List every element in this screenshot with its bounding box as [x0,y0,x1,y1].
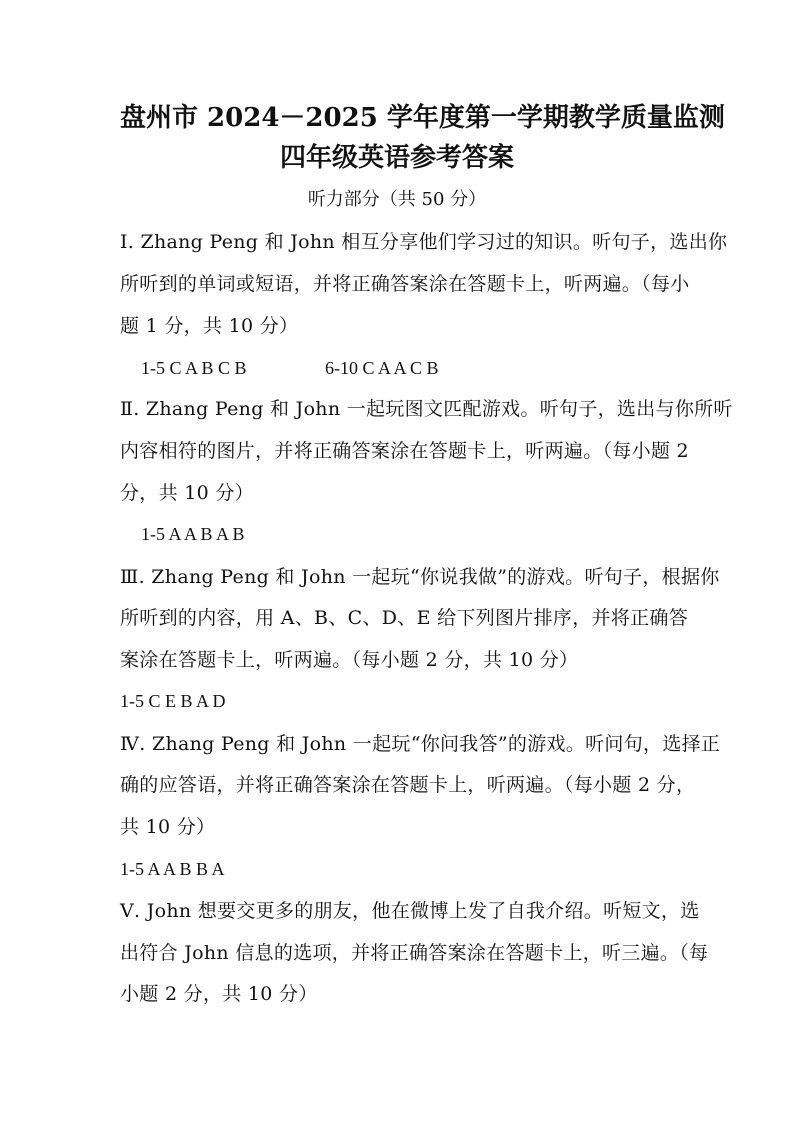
section-5-instruction-line: 出符合 John 信息的选项，并将正确答案涂在答题卡上，听三遍。（每 [120,942,709,964]
section-2-instruction-line: Ⅱ. Zhang Peng 和 John 一起玩图文匹配游戏。听句子，选出与你所听 [120,398,733,420]
section-5-instruction-line: Ⅴ. John 想要交更多的朋友，他在微博上发了自我介绍。听短文，选 [120,900,700,922]
section-1-answers-6-10: 6-10 C A A C B [325,358,439,378]
section-4-instruction-line: 确的应答语，并将正确答案涂在答题卡上，听两遍。（每小题 2 分， [120,774,696,796]
section-4-answers-1-5: 1-5 A A B B A [120,859,225,879]
section-3-instruction-line: 所听到的内容，用 A、B、C、D、E 给下列图片排序，并将正确答 [120,607,689,629]
section-4-instruction-line: Ⅳ. Zhang Peng 和 John 一起玩“你问我答”的游戏。听问句，选择正 [120,733,721,755]
section-heading-listening: 听力部分（共 50 分） [307,189,487,210]
section-4-instruction-line: 共 10 分） [120,816,216,838]
section-2-instruction-line: 内容相符的图片，并将正确答案涂在答题卡上，听两遍。（每小题 2 [120,440,689,462]
section-2-answers-1-5: 1-5 A A B A B [141,524,245,544]
section-1-instruction-line: 所听到的单词或短语，并将正确答案涂在答题卡上，听两遍。（每小 [120,273,690,295]
section-3-instruction-line: Ⅲ. Zhang Peng 和 John 一起玩“你说我做”的游戏。听句子，根据你 [120,566,720,588]
section-1-answers-1-5: 1-5 C A B C B [141,358,247,378]
section-1-instruction-line: 题 1 分，共 10 分） [120,315,299,337]
section-5-instruction-line: 小题 2 分，共 10 分） [120,983,318,1005]
section-3-answers-1-5: 1-5 C E B A D [120,691,226,711]
document-title: 盘州市 2024－2025 学年度第一学期教学质量监测 [120,103,725,133]
section-1-instruction-line: Ⅰ. Zhang Peng 和 John 相互分享他们学习过的知识。听句子，选出你 [120,231,728,253]
document-subtitle: 四年级英语参考答案 [279,143,514,173]
section-3-instruction-line: 案涂在答题卡上，听两遍。（每小题 2 分，共 10 分） [120,649,579,671]
section-2-instruction-line: 分，共 10 分） [120,482,254,504]
